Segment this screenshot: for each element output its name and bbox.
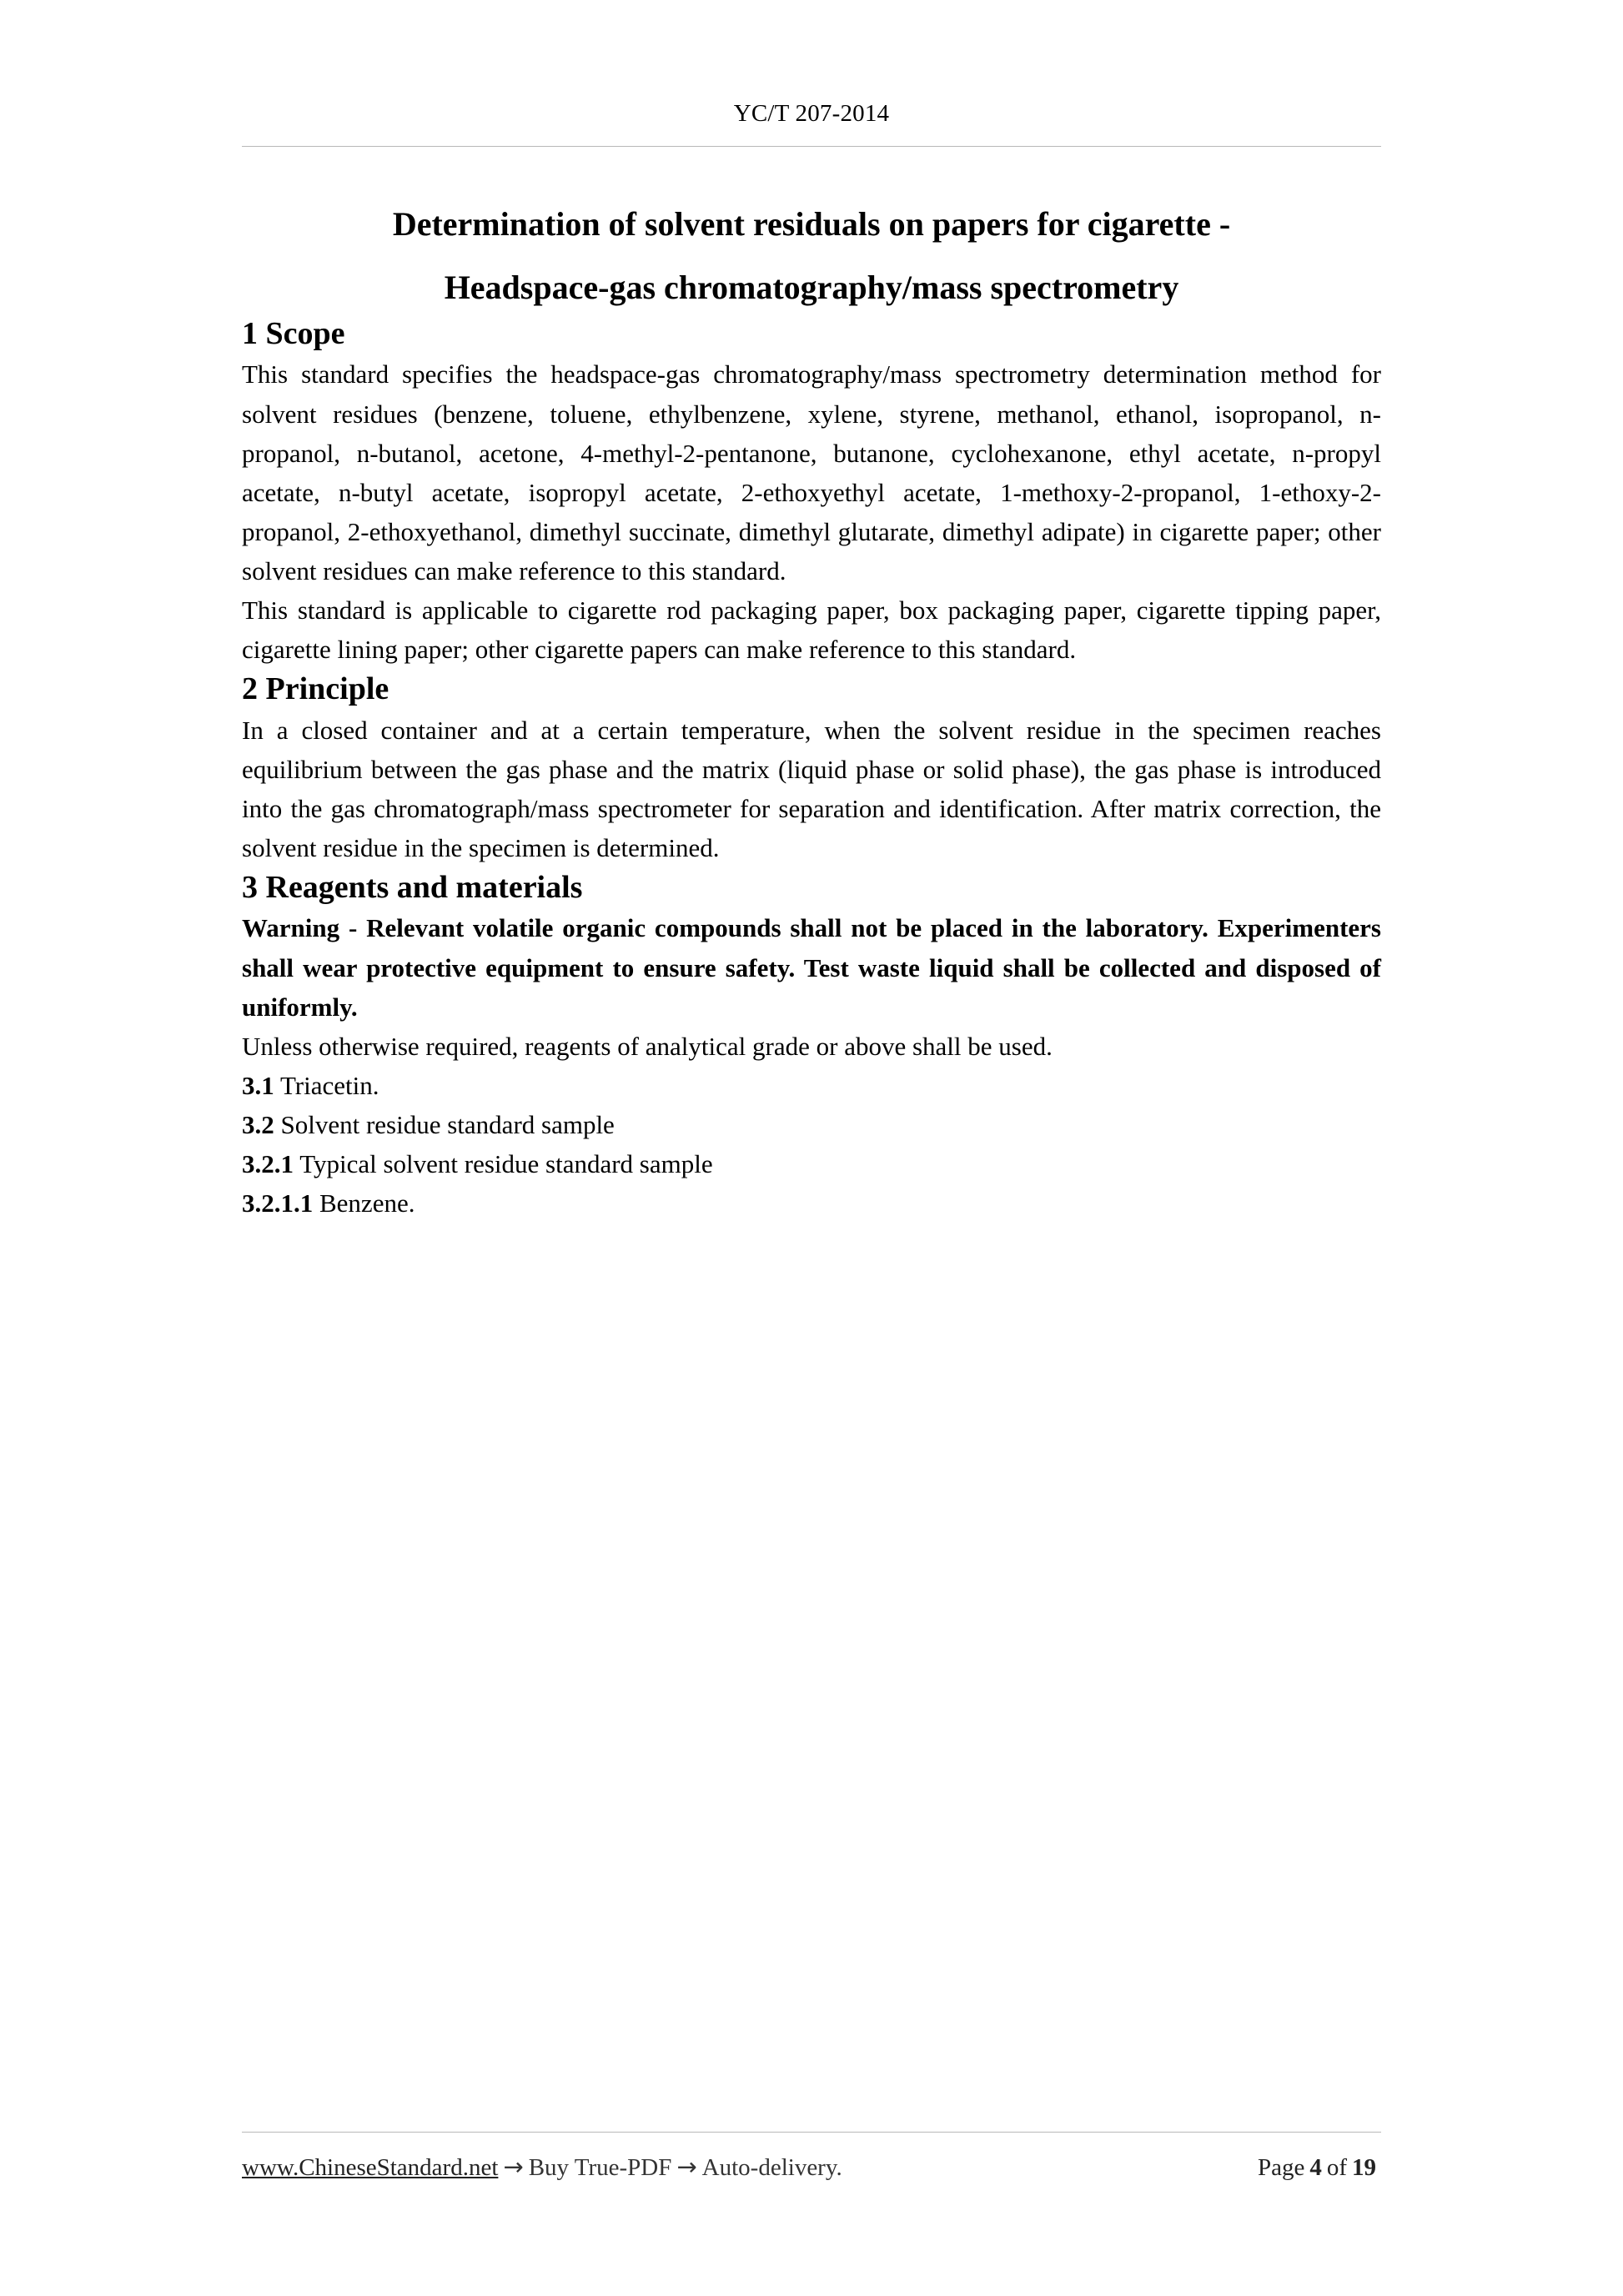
footer-page-indicator	[1258, 2154, 1381, 2182]
page-content	[242, 0, 1381, 1223]
footer-promo-2: Auto-delivery.	[701, 2154, 842, 2181]
clause-3-1	[242, 1066, 1381, 1105]
clause-text: Solvent residue standard sample	[280, 1110, 615, 1140]
page-total: 19	[1352, 2154, 1376, 2181]
clause-text: Triacetin.	[279, 1070, 379, 1100]
footer-promo	[242, 2153, 842, 2182]
clause-3-2-1-1	[242, 1183, 1381, 1223]
arrow-right-icon: →	[503, 2153, 524, 2181]
page-footer	[242, 2132, 1381, 2182]
section-heading-principle: 2 Principle	[242, 671, 389, 707]
scope-paragraph-2: This standard is applicable to cigarette rod packaging paper, box packaging paper, cigarette tipping paper, cigarette lining paper; other cigarette papers can make reference to this standard.	[242, 595, 1381, 665]
footer-promo-1: Buy True-PDF	[528, 2154, 672, 2181]
clause-3-2-1	[242, 1144, 1381, 1183]
page-label: Page	[1257, 2154, 1305, 2181]
clause-text: Benzene.	[319, 1188, 415, 1218]
clause-text: Typical solvent residue standard sample	[299, 1149, 713, 1179]
reagents-note: Unless otherwise required, reagents of analytical grade or above shall be used.	[242, 1031, 1053, 1061]
section-heading-reagents: 3 Reagents and materials	[242, 870, 583, 906]
clause-number: 3.1	[242, 1070, 274, 1100]
arrow-right-icon: →	[676, 2153, 697, 2181]
footer-row	[242, 2153, 1381, 2182]
standard-code: YC/T 207-2014	[733, 100, 890, 127]
clause-number: 3.2.1	[242, 1149, 294, 1179]
page-title	[242, 198, 1381, 314]
footer-divider	[242, 2132, 1381, 2133]
page-header	[242, 100, 1381, 128]
of-label: of	[1326, 2154, 1347, 2181]
clause-number: 3.2.1.1	[242, 1188, 314, 1218]
clause-number: 3.2	[242, 1110, 274, 1140]
scope-paragraph-1: This standard specifies the headspace-gas chromatography/mass spectrometry determination method for solvent residues (benzene, toluene, ethylbenzene, xylene, styrene, methanol, ethanol, isopropanol, n-propanol, n-butanol, acetone, 4-methyl-2-pentanone, butanone, cyclohexanone, ethyl acetate, n-propyl acetate, n-butyl acetate, isopropyl acetate, 2-ethoxyethyl acetate, 1-methoxy-2-propanol, 1-ethoxy-2-propanol, 2-ethoxyethanol, dimethyl succinate, dimethyl glutarate, dimethyl adipate) in cigarette paper; other solvent residues can make reference to this standard.	[242, 359, 1381, 585]
page-number: 4	[1309, 2154, 1322, 2181]
title-line-2: Headspace-gas chromatography/mass spectrometry	[444, 269, 1179, 306]
principle-paragraph-1: In a closed container and at a certain temperature, when the solvent residue in the specimen reaches equilibrium between the gas phase and the matrix (liquid phase or solid phase), the gas phase is introduced into the gas chromatograph/mass spectrometer for separation and identification. After matrix correction, the solvent residue in the specimen is determined.	[242, 715, 1381, 862]
header-divider	[242, 146, 1381, 147]
clause-3-2	[242, 1105, 1381, 1144]
section-heading-scope: 1 Scope	[242, 316, 345, 351]
footer-site-link[interactable]: www.ChineseStandard.net	[242, 2154, 499, 2181]
reagents-warning: Warning - Relevant volatile organic compounds shall not be placed in the laboratory. Experimenters shall wear protective equipment to ensure safety. Test waste liquid shall be collected and disposed of uniformly.	[242, 913, 1381, 1022]
title-line-1: Determination of solvent residuals on papers for cigarette -	[392, 205, 1231, 243]
